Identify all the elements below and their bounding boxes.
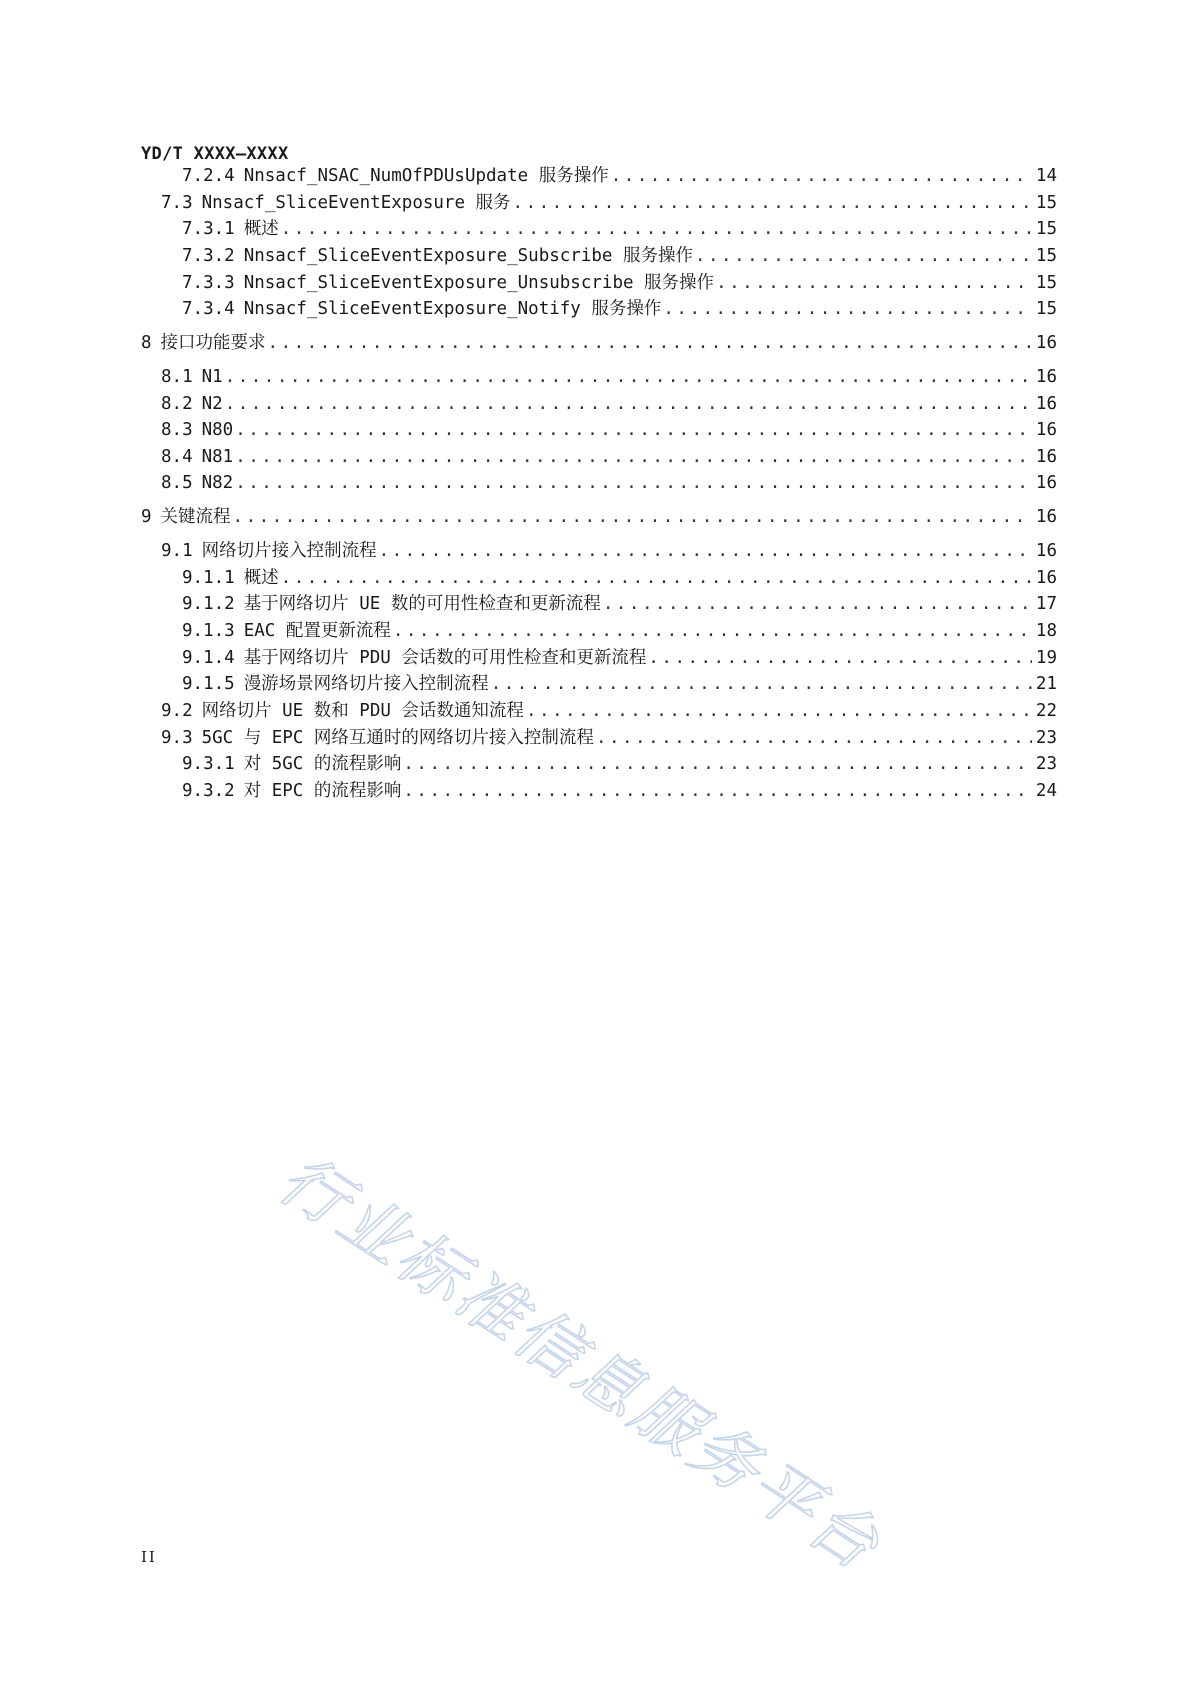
toc-leader-dots xyxy=(235,470,1032,496)
toc-entry-title: 对 EPC 的流程影响 xyxy=(243,781,402,801)
toc-entry-number: 9.1.4 xyxy=(182,648,235,668)
toc-entry-title: Nnsacf_SliceEventExposure_Unsubscribe 服务操作 xyxy=(243,273,715,293)
toc-entry-page: 16 xyxy=(1035,333,1057,353)
toc-entry-page: 15 xyxy=(1035,299,1057,319)
toc-entry[interactable] xyxy=(182,778,1057,804)
toc-entry-title: Nnsacf_NSAC_NumOfPDUsUpdate 服务操作 xyxy=(243,166,609,186)
toc-entry[interactable] xyxy=(182,216,1057,242)
toc-entry-page: 17 xyxy=(1035,594,1057,614)
toc-entry-number: 9.1.2 xyxy=(182,594,235,614)
toc-entry[interactable] xyxy=(141,504,1057,530)
toc-leader-dots xyxy=(648,645,1032,671)
toc-leader-dots xyxy=(235,417,1032,443)
toc-entry[interactable] xyxy=(161,364,1057,390)
toc-entry-number: 9.1 xyxy=(161,541,193,561)
toc-entry-page: 21 xyxy=(1035,674,1057,694)
document-code-header: YD/T XXXX—XXXX xyxy=(141,144,289,164)
toc-entry-page: 16 xyxy=(1035,507,1057,527)
toc-entry-title: 基于网络切片 UE 数的可用性检查和更新流程 xyxy=(243,594,601,614)
watermark: 行业标准信息服务平台 xyxy=(265,1140,895,1587)
toc-entry-page: 19 xyxy=(1035,648,1057,668)
toc-entry-title: 网络切片接入控制流程 xyxy=(201,541,377,561)
toc-entry-number: 9.3.2 xyxy=(182,781,235,801)
toc-entry[interactable] xyxy=(182,270,1057,296)
toc-entry-title: Nnsacf_SliceEventExposure_Subscribe 服务操作 xyxy=(243,246,693,266)
toc-leader-dots xyxy=(225,364,1032,390)
toc-leader-dots xyxy=(695,243,1032,269)
toc-entry-number: 8.1 xyxy=(161,367,193,387)
toc-entry-number: 7.2.4 xyxy=(182,166,235,186)
toc-entry-title: N2 xyxy=(201,394,223,414)
toc-entry-number: 8.2 xyxy=(161,394,193,414)
toc-entry-title: 关键流程 xyxy=(160,507,231,527)
toc-entry-title: N80 xyxy=(201,420,234,440)
toc-leader-dots xyxy=(281,216,1032,242)
toc-entry-page: 15 xyxy=(1035,219,1057,239)
toc-leader-dots xyxy=(716,270,1032,296)
toc-entry[interactable] xyxy=(182,163,1057,189)
toc-entry-number: 7.3.3 xyxy=(182,273,235,293)
toc-entry[interactable] xyxy=(161,538,1057,564)
toc-entry[interactable] xyxy=(182,565,1057,591)
toc-entry-title: 接口功能要求 xyxy=(160,333,266,353)
toc-entry-page: 24 xyxy=(1035,781,1057,801)
toc-entry-title: 概述 xyxy=(243,219,279,239)
toc-entry[interactable] xyxy=(161,391,1057,417)
toc-entry-title: N82 xyxy=(201,473,234,493)
toc-entry-title: 对 5GC 的流程影响 xyxy=(243,754,402,774)
toc-entry-title: Nnsacf_SliceEventExposure 服务 xyxy=(201,193,511,213)
toc-entry-page: 16 xyxy=(1035,568,1057,588)
toc-entry-number: 9.3 xyxy=(161,728,193,748)
toc-entry[interactable] xyxy=(182,296,1057,322)
toc-leader-dots xyxy=(603,591,1032,617)
toc-entry-title: 网络切片 UE 数和 PDU 会话数通知流程 xyxy=(201,701,524,721)
toc-leader-dots xyxy=(233,504,1032,530)
toc-entry-page: 23 xyxy=(1035,728,1057,748)
toc-leader-dots xyxy=(379,538,1032,564)
toc-entry[interactable] xyxy=(182,618,1057,644)
toc-entry[interactable] xyxy=(161,190,1057,216)
toc-entry-number: 7.3.1 xyxy=(182,219,235,239)
toc-entry-title: 基于网络切片 PDU 会话数的可用性检查和更新流程 xyxy=(243,648,647,668)
toc-leader-dots xyxy=(513,190,1032,216)
toc-entry-page: 16 xyxy=(1035,447,1057,467)
toc-entry-number: 8.4 xyxy=(161,447,193,467)
toc-entry-page: 15 xyxy=(1035,246,1057,266)
toc-entry-number: 7.3.2 xyxy=(182,246,235,266)
toc-entry-page: 23 xyxy=(1035,754,1057,774)
toc-entry-title: 漫游场景网络切片接入控制流程 xyxy=(243,674,489,694)
toc-entry-page: 22 xyxy=(1035,701,1057,721)
toc-leader-dots xyxy=(663,296,1032,322)
toc-entry-page: 15 xyxy=(1035,193,1057,213)
toc-entry[interactable] xyxy=(161,444,1057,470)
toc-entry-page: 15 xyxy=(1035,273,1057,293)
toc-entry-number: 8.3 xyxy=(161,420,193,440)
toc-entry-number: 9 xyxy=(141,507,152,527)
toc-entry[interactable] xyxy=(141,330,1057,356)
toc-entry-page: 16 xyxy=(1035,367,1057,387)
toc-entry[interactable] xyxy=(182,243,1057,269)
toc-leader-dots xyxy=(403,778,1032,804)
toc-entry-number: 9.3.1 xyxy=(182,754,235,774)
toc-leader-dots xyxy=(611,163,1032,189)
toc-leader-dots xyxy=(596,725,1032,751)
toc-leader-dots xyxy=(281,565,1032,591)
toc-entry-page: 16 xyxy=(1035,541,1057,561)
toc-entry-number: 8.5 xyxy=(161,473,193,493)
toc-entry-title: 概述 xyxy=(243,568,279,588)
toc-entry-number: 8 xyxy=(141,333,152,353)
toc-entry[interactable] xyxy=(182,645,1057,671)
page-number-footer: II xyxy=(141,1548,157,1566)
toc-entry-page: 16 xyxy=(1035,420,1057,440)
toc-entry-title: N81 xyxy=(201,447,234,467)
toc-leader-dots xyxy=(526,698,1032,724)
toc-leader-dots xyxy=(393,618,1032,644)
toc-entry[interactable] xyxy=(182,671,1057,697)
toc-entry-number: 7.3.4 xyxy=(182,299,235,319)
toc-entry-page: 16 xyxy=(1035,394,1057,414)
toc-entry[interactable] xyxy=(161,470,1057,496)
toc-entry-number: 9.1.1 xyxy=(182,568,235,588)
toc-entry-page: 14 xyxy=(1035,166,1057,186)
toc-entry-page: 18 xyxy=(1035,621,1057,641)
toc-leader-dots xyxy=(403,751,1032,777)
toc-entry-title: N1 xyxy=(201,367,223,387)
toc-entry-title: EAC 配置更新流程 xyxy=(243,621,391,641)
toc-entry-number: 9.1.5 xyxy=(182,674,235,694)
toc-entry-number: 7.3 xyxy=(161,193,193,213)
toc-leader-dots xyxy=(491,671,1032,697)
toc-entry-title: 5GC 与 EPC 网络互通时的网络切片接入控制流程 xyxy=(201,728,594,748)
toc-leader-dots xyxy=(268,330,1032,356)
toc-leader-dots xyxy=(225,391,1032,417)
toc-entry[interactable] xyxy=(161,725,1057,751)
toc-entry-number: 9.1.3 xyxy=(182,621,235,641)
toc-entry[interactable] xyxy=(161,417,1057,443)
toc-entry[interactable] xyxy=(182,591,1057,617)
toc-entry-page: 16 xyxy=(1035,473,1057,493)
toc-entry[interactable] xyxy=(182,751,1057,777)
toc-entry-number: 9.2 xyxy=(161,701,193,721)
toc-entry[interactable] xyxy=(161,698,1057,724)
toc-entry-title: Nnsacf_SliceEventExposure_Notify 服务操作 xyxy=(243,299,662,319)
toc-leader-dots xyxy=(235,444,1032,470)
